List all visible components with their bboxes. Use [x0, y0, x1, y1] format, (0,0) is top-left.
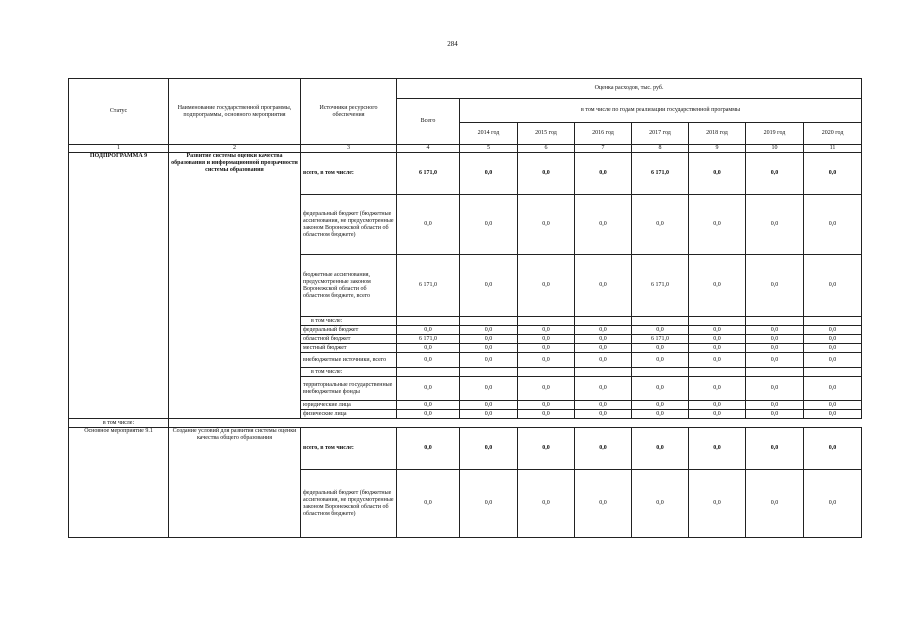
- row-source: федеральный бюджет: [301, 326, 397, 335]
- cell-year-value: 0,0: [689, 153, 746, 195]
- cell-year-value: 0,0: [632, 401, 689, 410]
- row-source: областной бюджет: [301, 335, 397, 344]
- column-number: 3: [301, 145, 397, 153]
- cell-year-value: 0,0: [575, 335, 632, 344]
- row-source: федеральный бюджет (бюджетные ассигнования, не предусмотренные законом Воронежской области об областном бюджете): [301, 470, 397, 538]
- cell-year-value: [575, 317, 632, 326]
- header-year: 2019 год: [746, 123, 804, 145]
- cell-year-value: [804, 317, 862, 326]
- cell-year-value: 0,0: [518, 335, 575, 344]
- cell-year-value: 0,0: [632, 377, 689, 401]
- cell-total: [397, 317, 460, 326]
- cell-year-value: 0,0: [804, 428, 862, 470]
- cell-year-value: 0,0: [746, 401, 804, 410]
- cell-year-value: 0,0: [518, 195, 575, 255]
- cell-year-value: 0,0: [575, 401, 632, 410]
- cell-year-value: 0,0: [689, 377, 746, 401]
- header-sources: Источники ресурсного обеспечения: [301, 79, 397, 145]
- including-label: в том числе:: [69, 419, 169, 428]
- cell-year-value: 6 171,0: [632, 153, 689, 195]
- row-status: ПОДПРОГРАММА 9: [69, 153, 169, 419]
- header-status: Статус: [69, 79, 169, 145]
- cell-year-value: 6 171,0: [632, 335, 689, 344]
- cell-year-value: 0,0: [518, 377, 575, 401]
- cell-year-value: 0,0: [746, 410, 804, 419]
- header-name: Наименование государственной программы, подпрограммы, основного мероприятия: [169, 79, 301, 145]
- row-source: федеральный бюджет (бюджетные ассигнования, не предусмотренные законом Воронежской области об областном бюджете): [301, 195, 397, 255]
- cell-year-value: 0,0: [575, 470, 632, 538]
- header-row: [69, 79, 862, 99]
- cell-year-value: 0,0: [518, 353, 575, 368]
- column-number: 9: [689, 145, 746, 153]
- cell-year-value: 0,0: [632, 428, 689, 470]
- header-year: 2016 год: [575, 123, 632, 145]
- row-source: в том числе:: [301, 317, 397, 326]
- header-year: 2014 год: [460, 123, 518, 145]
- row-name: Развитие системы оценки качества образования и информационной прозрачности системы образования: [169, 153, 301, 419]
- cell-total: 6 171,0: [397, 335, 460, 344]
- cell-total: [397, 368, 460, 377]
- cell-year-value: 0,0: [689, 255, 746, 317]
- header-year: 2017 год: [632, 123, 689, 145]
- cell-total: 6 171,0: [397, 153, 460, 195]
- cell-year-value: 0,0: [460, 335, 518, 344]
- cell-year-value: [632, 368, 689, 377]
- cell-year-value: 0,0: [460, 401, 518, 410]
- cell-year-value: 0,0: [804, 470, 862, 538]
- cell-year-value: 0,0: [804, 353, 862, 368]
- row-source: физические лица: [301, 410, 397, 419]
- cell-total: 6 171,0: [397, 255, 460, 317]
- cell-year-value: 0,0: [804, 377, 862, 401]
- column-number-row: [69, 145, 862, 153]
- cell-total: 0,0: [397, 377, 460, 401]
- header-year: 2020 год: [804, 123, 862, 145]
- cell-year-value: 0,0: [689, 326, 746, 335]
- header-by-years: в том числе по годам реализации государственной программы: [460, 99, 862, 123]
- cell-total: 0,0: [397, 428, 460, 470]
- table-body: [69, 79, 862, 538]
- cell-year-value: 0,0: [518, 410, 575, 419]
- including-row: [69, 419, 862, 428]
- cell-year-value: 0,0: [746, 428, 804, 470]
- cell-year-value: 0,0: [689, 353, 746, 368]
- cell-year-value: [746, 368, 804, 377]
- cell-year-value: 0,0: [575, 410, 632, 419]
- page-number: 284: [447, 40, 458, 48]
- cell-year-value: 0,0: [518, 153, 575, 195]
- cell-year-value: 0,0: [460, 326, 518, 335]
- cell-year-value: 0,0: [575, 353, 632, 368]
- cell-year-value: [518, 317, 575, 326]
- cell-year-value: 0,0: [804, 335, 862, 344]
- cell-year-value: 0,0: [518, 428, 575, 470]
- cell-year-value: 0,0: [746, 255, 804, 317]
- cell-year-value: 0,0: [746, 377, 804, 401]
- cell-total: 0,0: [397, 344, 460, 353]
- row-source: юридические лица: [301, 401, 397, 410]
- column-number: 6: [518, 145, 575, 153]
- column-number: 2: [169, 145, 301, 153]
- cell-year-value: 0,0: [632, 326, 689, 335]
- cell-total: 0,0: [397, 410, 460, 419]
- column-number: 1: [69, 145, 169, 153]
- cell-total: 0,0: [397, 195, 460, 255]
- cell-year-value: 0,0: [575, 255, 632, 317]
- cell-year-value: [804, 368, 862, 377]
- cell-year-value: 0,0: [804, 344, 862, 353]
- cell-year-value: 0,0: [746, 335, 804, 344]
- cell-year-value: 0,0: [689, 401, 746, 410]
- cell-year-value: 0,0: [518, 326, 575, 335]
- cell-year-value: 0,0: [689, 335, 746, 344]
- cell-year-value: 0,0: [746, 153, 804, 195]
- cell-year-value: 0,0: [460, 353, 518, 368]
- cell-year-value: 0,0: [632, 410, 689, 419]
- column-number: 7: [575, 145, 632, 153]
- cell-total: 0,0: [397, 401, 460, 410]
- cell-year-value: 0,0: [746, 470, 804, 538]
- cell-year-value: [518, 368, 575, 377]
- row-source: территориальные государственные внебюджетные фонды: [301, 377, 397, 401]
- header-total: Всего: [397, 99, 460, 145]
- row-source: бюджетные ассигнования, предусмотренные законом Воронежской области об областном бюджете, всего: [301, 255, 397, 317]
- cell-year-value: 0,0: [518, 344, 575, 353]
- column-number: 11: [804, 145, 862, 153]
- cell-year-value: 0,0: [632, 344, 689, 353]
- cell-year-value: 0,0: [689, 410, 746, 419]
- row-source: в том числе:: [301, 368, 397, 377]
- cell-total: 0,0: [397, 353, 460, 368]
- column-number: 10: [746, 145, 804, 153]
- row-source: внебюджетные источники, всего: [301, 353, 397, 368]
- cell-year-value: 0,0: [804, 326, 862, 335]
- cell-year-value: 0,0: [804, 255, 862, 317]
- column-number: 8: [632, 145, 689, 153]
- row-source: местный бюджет: [301, 344, 397, 353]
- cell-year-value: [689, 368, 746, 377]
- cell-year-value: [689, 317, 746, 326]
- cell-year-value: [746, 317, 804, 326]
- cell-year-value: 0,0: [575, 195, 632, 255]
- row-source: всего, в том числе:: [301, 428, 397, 470]
- cell-year-value: 0,0: [460, 344, 518, 353]
- row-source: всего, в том числе:: [301, 153, 397, 195]
- header-year: 2018 год: [689, 123, 746, 145]
- budget-table: [68, 78, 862, 538]
- cell-year-value: 0,0: [746, 195, 804, 255]
- cell-year-value: 0,0: [460, 255, 518, 317]
- cell-year-value: 0,0: [575, 377, 632, 401]
- column-number: 5: [460, 145, 518, 153]
- cell-year-value: 0,0: [575, 326, 632, 335]
- column-number: 4: [397, 145, 460, 153]
- cell-year-value: 0,0: [460, 470, 518, 538]
- cell-year-value: 0,0: [632, 195, 689, 255]
- cell-year-value: 0,0: [804, 153, 862, 195]
- cell-total: 0,0: [397, 326, 460, 335]
- cell-year-value: 0,0: [518, 255, 575, 317]
- cell-total: 0,0: [397, 470, 460, 538]
- cell-year-value: 0,0: [575, 344, 632, 353]
- cell-year-value: 0,0: [804, 410, 862, 419]
- cell-year-value: 0,0: [460, 153, 518, 195]
- cell-year-value: 0,0: [804, 401, 862, 410]
- cell-year-value: 0,0: [689, 344, 746, 353]
- cell-year-value: 0,0: [689, 195, 746, 255]
- cell-year-value: 0,0: [746, 326, 804, 335]
- cell-year-value: 0,0: [632, 470, 689, 538]
- cell-year-value: 0,0: [689, 470, 746, 538]
- cell-year-value: 6 171,0: [632, 255, 689, 317]
- cell-year-value: 0,0: [460, 195, 518, 255]
- cell-year-value: [632, 317, 689, 326]
- cell-year-value: 0,0: [746, 344, 804, 353]
- row-status: Основное мероприятие 9.1: [69, 428, 169, 538]
- cell-year-value: 0,0: [518, 470, 575, 538]
- cell-year-value: 0,0: [804, 195, 862, 255]
- including-empty: [169, 419, 862, 428]
- cell-year-value: 0,0: [575, 153, 632, 195]
- header-year: 2015 год: [518, 123, 575, 145]
- header-estimate: Оценка расходов, тыс. руб.: [397, 79, 862, 99]
- row-name: Создание условий для развития системы оценки качества общего образования: [169, 428, 301, 538]
- cell-year-value: 0,0: [460, 377, 518, 401]
- cell-year-value: 0,0: [746, 353, 804, 368]
- cell-year-value: [460, 317, 518, 326]
- table-row: [69, 428, 862, 470]
- cell-year-value: 0,0: [518, 401, 575, 410]
- cell-year-value: 0,0: [460, 410, 518, 419]
- cell-year-value: 0,0: [460, 428, 518, 470]
- cell-year-value: [575, 368, 632, 377]
- cell-year-value: 0,0: [632, 353, 689, 368]
- cell-year-value: 0,0: [689, 428, 746, 470]
- cell-year-value: [460, 368, 518, 377]
- table-row: [69, 153, 862, 195]
- cell-year-value: 0,0: [575, 428, 632, 470]
